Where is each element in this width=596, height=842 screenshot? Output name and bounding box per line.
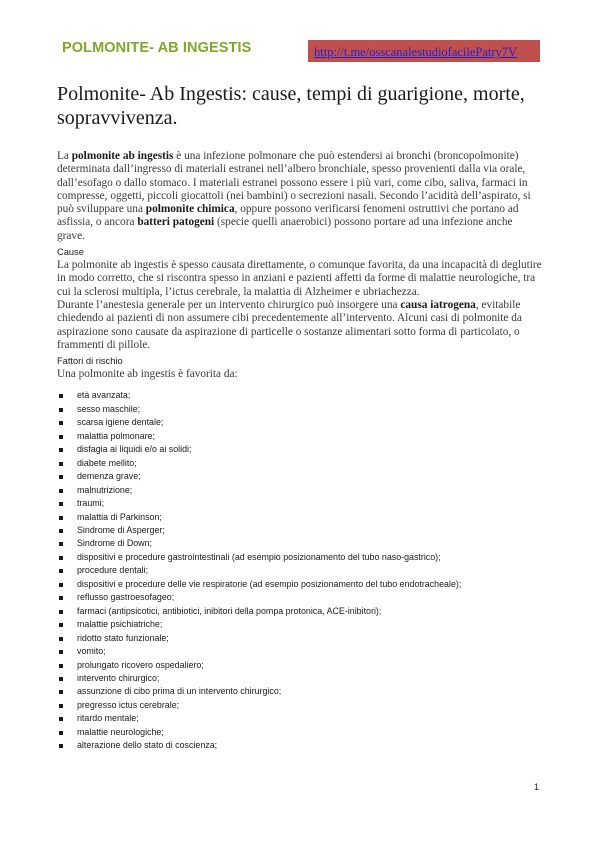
bullet-icon <box>59 744 63 748</box>
list-item-text: malattia polmonare; <box>77 430 155 441</box>
header-link-box <box>308 40 540 62</box>
list-item <box>57 470 543 483</box>
bullet-icon <box>59 610 63 614</box>
list-item-text: dispositivi e procedure delle vie respiratorie (ad esempio posizionamento del tubo endotracheale); <box>77 578 462 589</box>
list-item <box>57 659 543 672</box>
cause-paragraph-1: La polmonite ab ingestis è spesso causata direttamente, o comunque favorita, da una incapacità di deglutire in modo corretto, che si riscontra spesso in anziani e pazienti affetti da forme di malattie neurologiche, tra cui la sclerosi multipla, l’ictus cerebrale, la malattia di Alzheimer e ubriachezza. <box>57 259 542 298</box>
bullet-icon <box>59 516 63 520</box>
bullet-icon <box>59 664 63 668</box>
list-item <box>57 430 543 443</box>
list-item <box>57 672 543 685</box>
bullet-icon <box>59 502 63 506</box>
list-item-text: pregresso ictus cerebrale; <box>77 699 180 710</box>
list-item <box>57 591 543 604</box>
list-item-text: reflusso gastroesofageo; <box>77 592 175 603</box>
list-item <box>57 645 543 658</box>
list-item-text: sesso maschile; <box>77 403 141 414</box>
article-body <box>57 150 543 753</box>
risk-list <box>57 389 543 752</box>
bullet-icon <box>59 650 63 654</box>
intro-bold-2: polmonite chimica <box>145 203 235 216</box>
bullet-icon <box>59 556 63 560</box>
list-item <box>57 484 543 497</box>
list-item <box>57 605 543 618</box>
bullet-icon <box>59 717 63 721</box>
list-item <box>57 524 543 537</box>
list-item-text: alterazione dello stato di coscienza; <box>77 740 218 751</box>
bullet-icon <box>59 731 63 735</box>
list-item-text: demenza grave; <box>77 471 141 482</box>
bullet-icon <box>59 690 63 694</box>
list-item-text: procedure dentali; <box>77 565 149 576</box>
intro-text-1: La <box>57 150 72 162</box>
list-item-text: disfagia ai liquidi e/o ai solidi; <box>77 444 192 455</box>
list-item <box>57 618 543 631</box>
list-item <box>57 389 543 402</box>
list-item <box>57 497 543 510</box>
cause-text-c: , evitabile chiedendo ai pazienti di non assumere cibi precedentemente all’intervento. Alcuni casi di polmonite da aspirazione sono causate da aspirazione di particelle o sostanze alimentari sotto forma di particolato, o frammenti di pillole. <box>57 298 522 351</box>
intro-paragraph <box>57 150 543 243</box>
list-item <box>57 632 543 645</box>
list-item-text: malattie psichiatriche; <box>77 619 163 630</box>
list-item <box>57 511 543 524</box>
bullet-icon <box>59 408 63 412</box>
risk-intro: Una polmonite ab ingestis è favorita da: <box>57 368 238 381</box>
cause-paragraph-2 <box>57 299 543 352</box>
list-item <box>57 726 543 739</box>
bullet-icon <box>59 489 63 493</box>
list-item <box>57 564 543 577</box>
bullet-icon <box>59 448 63 452</box>
bullet-icon <box>59 596 63 600</box>
list-item <box>57 416 543 429</box>
intro-bold-3: batteri patogeni <box>137 216 215 229</box>
list-item-text: malnutrizione; <box>77 484 133 495</box>
list-item <box>57 739 543 752</box>
cause-text-a: Durante l’anestesia generale per un intervento chirurgico può insorgere una <box>57 298 401 311</box>
list-item <box>57 551 543 564</box>
list-item-text: traumi; <box>77 498 105 509</box>
list-item <box>57 712 543 725</box>
bullet-icon <box>59 462 63 466</box>
bullet-icon <box>59 421 63 425</box>
bullet-icon <box>59 704 63 708</box>
intro-text-3: , oppure possono verificarsi fenomeni ostruttivi che portano ad asfissia, o ancora <box>57 203 519 229</box>
bullet-icon <box>59 569 63 573</box>
list-item-text: farmaci (antipsicotici, antibiotici, inibitori della pompa protonica, ACE-inibitori); <box>77 605 382 616</box>
cause-bold: causa iatrogena <box>400 298 476 311</box>
list-item <box>57 578 543 591</box>
intro-text-4: (specie quelli anaerobici) possono portare ad una infezione anche grave. <box>57 216 513 242</box>
list-item-text: scarsa igiene dentale; <box>77 417 164 428</box>
list-item <box>57 537 543 550</box>
bullet-icon <box>59 637 63 641</box>
bullet-icon <box>59 435 63 439</box>
list-item <box>57 699 543 712</box>
list-item-text: malattia di Parkinson; <box>77 511 162 522</box>
risk-heading: Fattori di rischio <box>57 356 123 367</box>
list-item-text: malattie neurologiche; <box>77 726 164 737</box>
list-item-text: dispositivi e procedure gastrointestinali (ad esempio posizionamento del tubo naso-gastrico); <box>77 551 441 562</box>
intro-bold-1: polmonite ab ingestis <box>71 150 174 162</box>
list-item-text: assunzione di cibo prima di un intervento chirurgico; <box>77 686 282 697</box>
list-item-text: diabete mellito; <box>77 457 137 468</box>
list-item-text: ritardo mentale; <box>77 713 139 724</box>
intro-text-2: è una infezione polmonare che può estendersi ai bronchi (broncopolmonite) determinata dall’ingresso di materiali estranei nell’albero bronchiale, spesso provenienti dalla via orale, dall’esofago o dallo stomaco. I materiali estranei possono essere i più vari, come cibo, saliva, farmaci in compresse, oggetti, piccoli giocattoli (nei bambini) o secrezioni nasali. Secondo l’acidità dell’aspirato, si può sviluppare una <box>57 150 531 216</box>
cause-heading: Cause <box>57 247 84 258</box>
list-item-text: Sindrome di Asperger; <box>77 524 165 535</box>
bullet-icon <box>59 394 63 398</box>
page-number: 1 <box>534 782 540 792</box>
list-item <box>57 457 543 470</box>
bullet-icon <box>59 529 63 533</box>
bullet-icon <box>59 677 63 681</box>
bullet-icon <box>59 583 63 587</box>
list-item-text: intervento chirurgico; <box>77 672 160 683</box>
header-link[interactable]: http://t.me/osscanalestudiofacilePatry7V <box>314 45 518 59</box>
list-item-text: età avanzata; <box>77 390 131 401</box>
bullet-icon <box>59 542 63 546</box>
list-item-text: prolungato ricovero ospedaliero; <box>77 659 204 670</box>
header-title: POLMONITE- AB INGESTIS <box>62 40 252 56</box>
page-title: Polmonite- Ab Ingestis: cause, tempi di guarigione, morte, sopravvivenza. <box>57 83 525 129</box>
bullet-icon <box>59 475 63 479</box>
bullet-icon <box>59 623 63 627</box>
list-item-text: Sindrome di Down; <box>77 538 152 549</box>
list-item <box>57 443 543 456</box>
list-item <box>57 685 543 698</box>
list-item-text: ridotto stato funzionale; <box>77 632 169 643</box>
list-item <box>57 403 543 416</box>
list-item-text: vomito; <box>77 646 106 657</box>
